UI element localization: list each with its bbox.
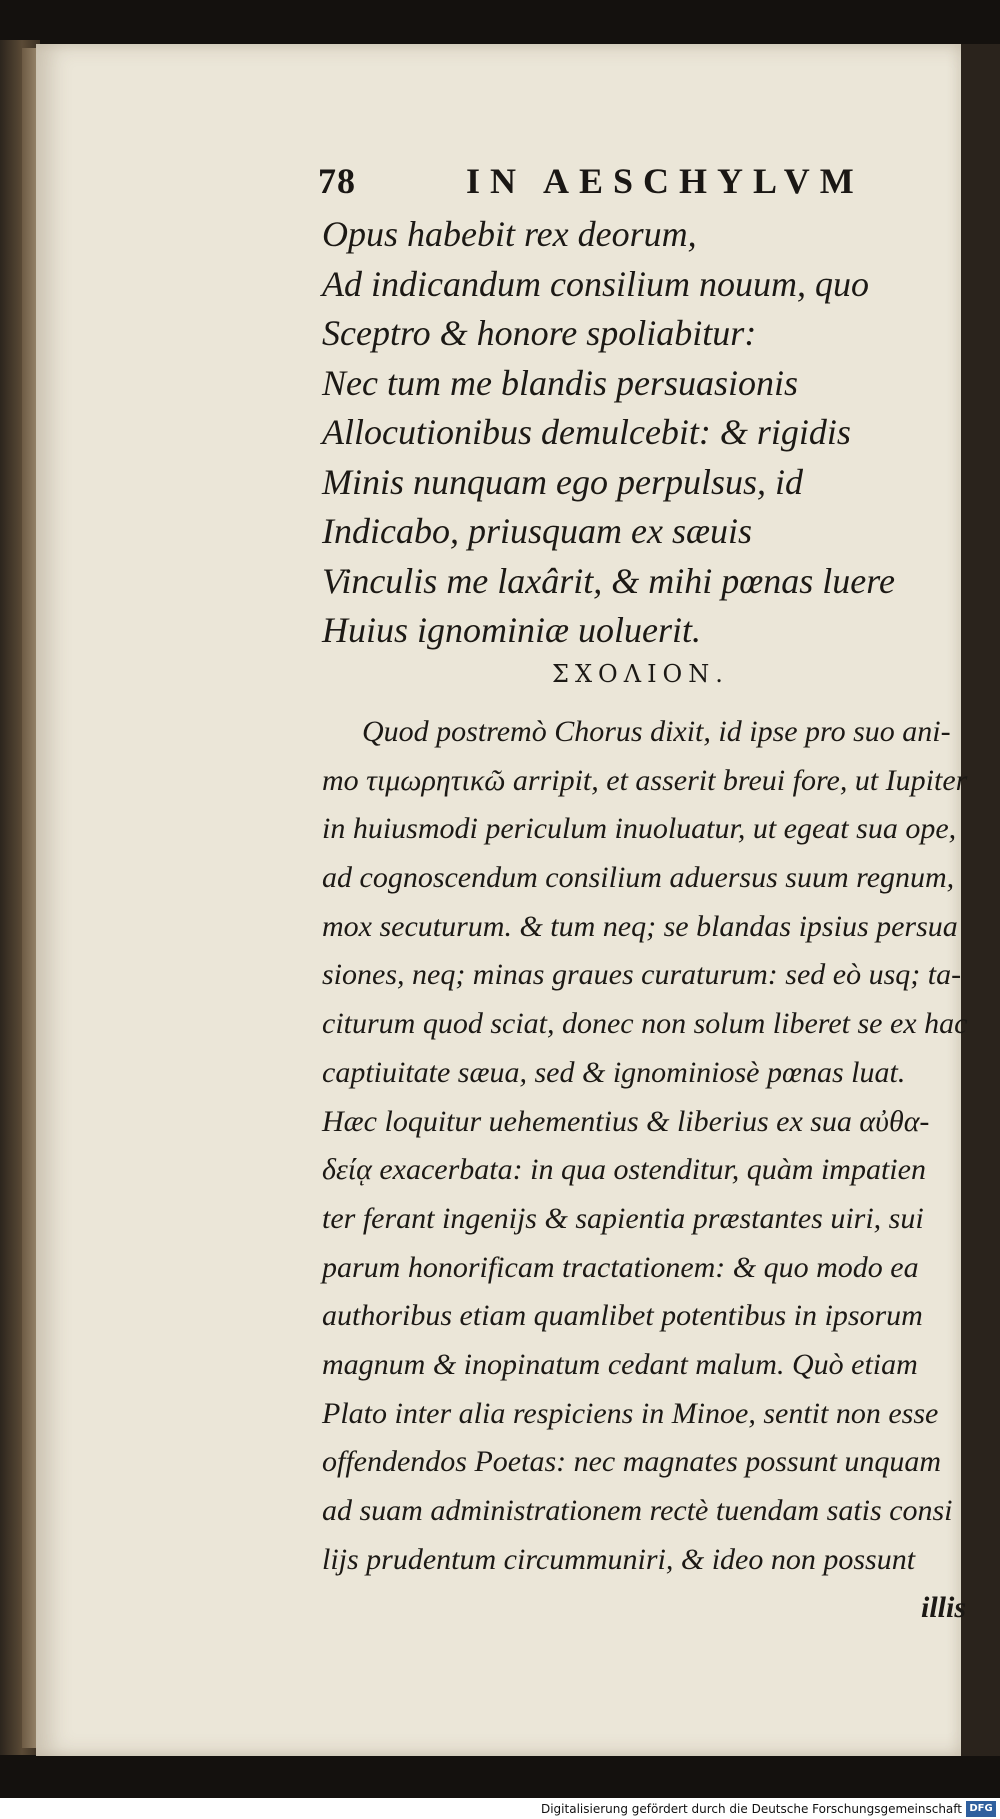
prose-line: in huiusmodi periculum inuoluatur, ut egeat sua ope, — [322, 812, 957, 846]
dfg-logo: DFG — [966, 1801, 996, 1817]
prose-line: δείᾳ exacerbata: in qua ostenditur, quàm impatien — [322, 1153, 926, 1187]
prose-line: mo τιμωρητικῶ arripit, et asserit breui fore, ut Iupiter — [322, 763, 968, 797]
prose-line: Plato inter alia respiciens in Minoe, sentit non esse — [322, 1396, 939, 1430]
prose-line: ter ferant ingenijs & sapientia præstantes uiri, sui — [322, 1201, 924, 1235]
prose-line: Hæc loquitur uehementius & liberius ex sua αὐθα- — [322, 1104, 930, 1138]
verse-line: Huius ignominiæ uoluerit. — [322, 610, 702, 650]
catchword: illis — [920, 1591, 966, 1625]
prose-line: captiuitate sæua, sed & ignominiosè pœnas luat. — [322, 1055, 906, 1089]
verse-line: Allocutionibus demulcebit: & rigidis — [322, 412, 851, 452]
scholion-heading: ΣΧΟΛΙΟΝ. — [552, 660, 729, 688]
prose-line: authoribus etiam quamlibet potentibus in ipsorum — [322, 1299, 923, 1333]
prose-line: ad suam administrationem rectè tuendam satis consi — [322, 1494, 953, 1527]
verse-line: Indicabo, priusquam ex sæuis — [322, 511, 752, 551]
scholion-text — [322, 708, 972, 1633]
verse-line: Opus habebit rex deorum, — [322, 214, 697, 254]
prose-line: siones, neq; minas graues curaturum: sed eò usq; ta- — [322, 958, 962, 992]
prose-line: parum honorificam tractationem: & quo modo ea — [322, 1250, 919, 1284]
page-number: 78 — [318, 161, 356, 201]
verse-line: Sceptro & honore spoliabitur: — [322, 313, 757, 353]
prose-line: lijs prudentum circummuniri, & ideo non possunt — [322, 1542, 916, 1576]
digitization-credit: Digitalisierung gefördert durch die Deutsche Forschungsgemeinschaft — [540, 1802, 962, 1816]
verse-line: Ad indicandum consilium nouum, quo — [322, 263, 869, 304]
prose-line: mox secuturum. & tum neq; se blandas ipsius persua — [322, 909, 958, 943]
verse-line: Vinculis me laxârit, & mihi pœnas luere — [322, 560, 895, 601]
running-header — [318, 160, 880, 208]
prose-line: magnum & inopinatum cedant malum. Quò etiam — [322, 1347, 918, 1381]
prose-line: citurum quod sciat, donec non solum liberet se ex hac — [322, 1007, 968, 1041]
prose-line: Quod postremò Chorus dixit, id ipse pro suo ani- — [362, 715, 951, 748]
prose-line: offendendos Poetas: nec magnates possunt unquam — [322, 1445, 942, 1479]
verse-line: Nec tum me blandis persuasionis — [322, 362, 798, 403]
verse-block — [322, 210, 922, 656]
verse-line: Minis nunquam ego perpulsus, id — [322, 461, 803, 502]
prose-line: ad cognoscendum consilium aduersus suum regnum, — [322, 861, 955, 895]
running-title: IN AESCHYLVM — [466, 161, 864, 201]
